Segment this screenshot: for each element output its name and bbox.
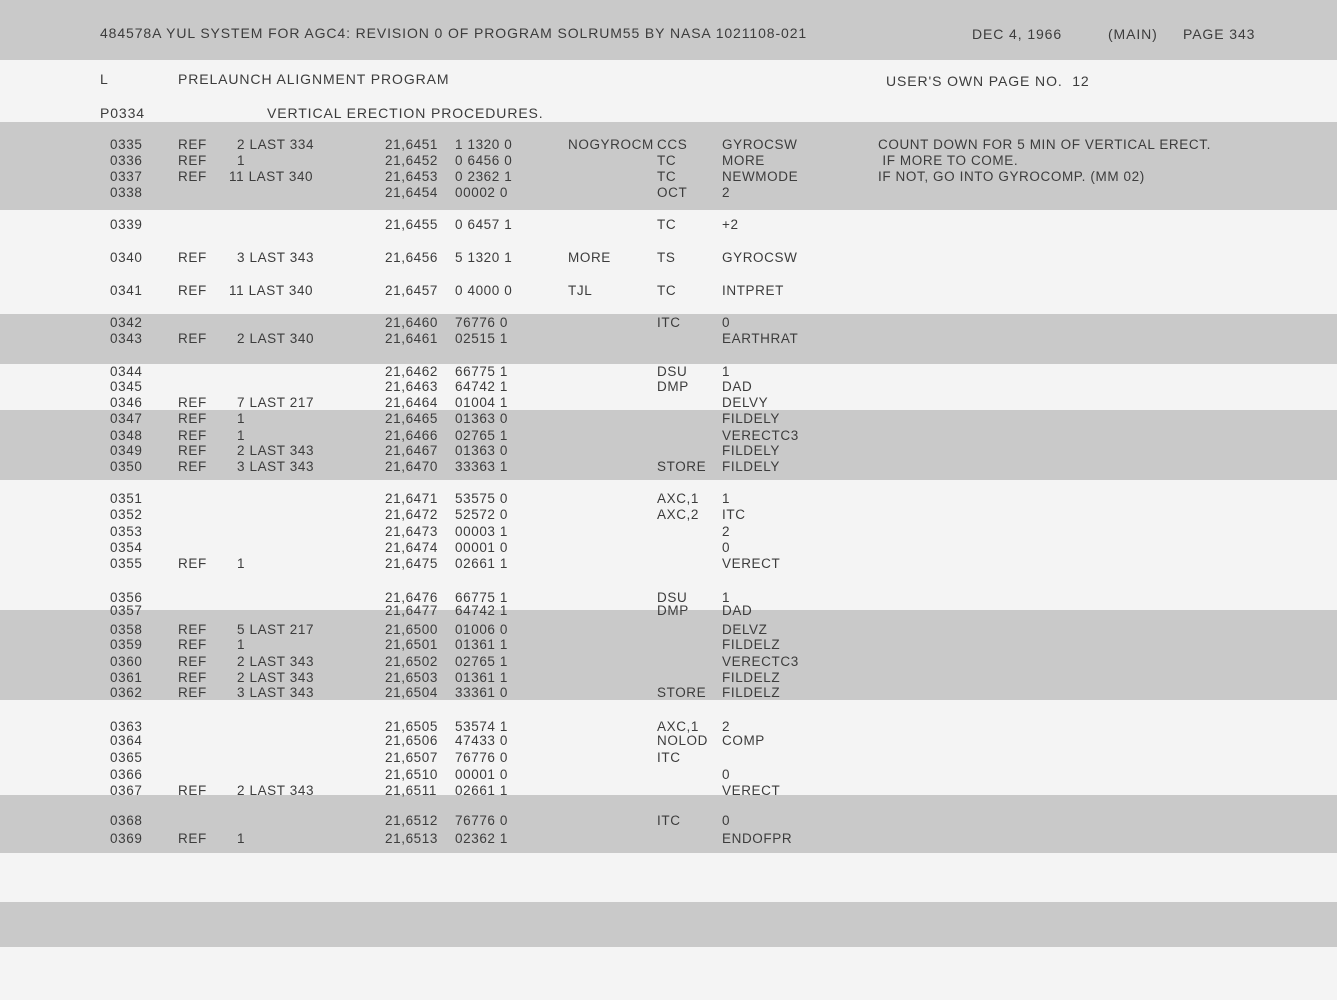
ref-count: 2 LAST 343 bbox=[237, 654, 315, 669]
page-heading: VERTICAL ERECTION PROCEDURES. bbox=[267, 105, 544, 121]
operand: 1 bbox=[722, 590, 731, 605]
comment: COUNT DOWN FOR 5 MIN OF VERTICAL ERECT. bbox=[878, 137, 1211, 152]
ref-tag: REF bbox=[178, 250, 207, 265]
line-number: 0362 bbox=[110, 685, 143, 700]
opcode: ITC bbox=[657, 315, 681, 330]
line-number: 0363 bbox=[110, 719, 143, 734]
octal-word: 0 2362 1 bbox=[455, 169, 513, 184]
line-number: 0341 bbox=[110, 283, 143, 298]
octal-word: 01361 1 bbox=[455, 670, 508, 685]
listing-date: DEC 4, 1966 bbox=[972, 26, 1063, 42]
operand: FILDELZ bbox=[722, 685, 781, 700]
opcode: AXC,2 bbox=[657, 507, 700, 522]
ref-count: 5 LAST 217 bbox=[237, 622, 315, 637]
operand: 0 bbox=[722, 813, 731, 828]
octal-word: 1 1320 0 bbox=[455, 137, 513, 152]
address: 21,6455 bbox=[385, 217, 438, 232]
ref-tag: REF bbox=[178, 637, 207, 652]
line-number: 0358 bbox=[110, 622, 143, 637]
operand: 0 bbox=[722, 540, 731, 555]
opcode: TC bbox=[657, 153, 677, 168]
operand: DELVY bbox=[722, 395, 769, 410]
ref-count: 7 LAST 217 bbox=[237, 395, 315, 410]
address: 21,6511 bbox=[385, 783, 437, 798]
ref-tag: REF bbox=[178, 685, 207, 700]
opcode: DSU bbox=[657, 364, 688, 379]
line-number: 0361 bbox=[110, 670, 143, 685]
octal-word: 33363 1 bbox=[455, 459, 508, 474]
opcode: DMP bbox=[657, 603, 689, 618]
address: 21,6502 bbox=[385, 654, 438, 669]
octal-word: 01006 0 bbox=[455, 622, 508, 637]
octal-word: 64742 1 bbox=[455, 603, 508, 618]
line-number: 0347 bbox=[110, 411, 143, 426]
line-number: 0344 bbox=[110, 364, 143, 379]
ref-tag: REF bbox=[178, 283, 207, 298]
operand: FILDELZ bbox=[722, 670, 781, 685]
listing-section: (MAIN) bbox=[1108, 26, 1158, 42]
operand: VERECT bbox=[722, 783, 781, 798]
log-section-title: PRELAUNCH ALIGNMENT PROGRAM bbox=[178, 71, 450, 87]
ref-tag: REF bbox=[178, 153, 207, 168]
operand: EARTHRAT bbox=[722, 331, 799, 346]
operand: 0 bbox=[722, 315, 731, 330]
comment: IF NOT, GO INTO GYROCOMP. (MM 02) bbox=[878, 169, 1145, 184]
line-number: 0346 bbox=[110, 395, 143, 410]
line-number: 0350 bbox=[110, 459, 143, 474]
ref-count: 3 LAST 343 bbox=[237, 685, 315, 700]
octal-word: 64742 1 bbox=[455, 379, 508, 394]
ref-tag: REF bbox=[178, 622, 207, 637]
address: 21,6466 bbox=[385, 428, 438, 443]
line-number: 0338 bbox=[110, 185, 143, 200]
opcode: DSU bbox=[657, 590, 688, 605]
octal-word: 00003 1 bbox=[455, 524, 508, 539]
line-number: 0355 bbox=[110, 556, 143, 571]
ref-count: 1 bbox=[237, 411, 246, 426]
listing-page-number: PAGE 343 bbox=[1183, 26, 1256, 42]
ref-count: 2 LAST 340 bbox=[237, 331, 315, 346]
line-number: 0343 bbox=[110, 331, 143, 346]
octal-word: 0 4000 0 bbox=[455, 283, 513, 298]
octal-word: 0 6456 0 bbox=[455, 153, 513, 168]
users-own-page: USER'S OWN PAGE NO. 12 bbox=[886, 73, 1090, 89]
opcode: ITC bbox=[657, 750, 681, 765]
octal-word: 0 6457 1 bbox=[455, 217, 513, 232]
address: 21,6503 bbox=[385, 670, 438, 685]
ref-count: 11 LAST 340 bbox=[229, 283, 314, 298]
ref-tag: REF bbox=[178, 137, 207, 152]
address: 21,6513 bbox=[385, 831, 438, 846]
operand: 1 bbox=[722, 491, 731, 506]
line-number: 0356 bbox=[110, 590, 143, 605]
address: 21,6512 bbox=[385, 813, 438, 828]
octal-word: 00001 0 bbox=[455, 767, 508, 782]
line-number: 0354 bbox=[110, 540, 143, 555]
octal-word: 02661 1 bbox=[455, 556, 508, 571]
octal-word: 76776 0 bbox=[455, 750, 508, 765]
operand: DELVZ bbox=[722, 622, 768, 637]
address: 21,6467 bbox=[385, 443, 438, 458]
line-number: 0368 bbox=[110, 813, 143, 828]
ref-tag: REF bbox=[178, 169, 207, 184]
octal-word: 66775 1 bbox=[455, 364, 508, 379]
line-number: 0342 bbox=[110, 315, 143, 330]
ref-tag: REF bbox=[178, 331, 207, 346]
opcode: NOLOD bbox=[657, 733, 709, 748]
ref-count: 3 LAST 343 bbox=[237, 250, 315, 265]
address: 21,6507 bbox=[385, 750, 438, 765]
octal-word: 02661 1 bbox=[455, 783, 508, 798]
opcode: TC bbox=[657, 169, 677, 184]
line-number: 0337 bbox=[110, 169, 143, 184]
line-number: 0359 bbox=[110, 637, 143, 652]
line-number: 0353 bbox=[110, 524, 143, 539]
line-number: 0336 bbox=[110, 153, 143, 168]
octal-word: 02362 1 bbox=[455, 831, 508, 846]
octal-word: 66775 1 bbox=[455, 590, 508, 605]
address: 21,6463 bbox=[385, 379, 438, 394]
operand: 1 bbox=[722, 364, 731, 379]
ref-count: 2 LAST 334 bbox=[237, 137, 315, 152]
opcode: DMP bbox=[657, 379, 689, 394]
address: 21,6500 bbox=[385, 622, 438, 637]
octal-word: 01363 0 bbox=[455, 411, 508, 426]
operand: 0 bbox=[722, 767, 731, 782]
address: 21,6462 bbox=[385, 364, 438, 379]
opcode: TC bbox=[657, 283, 677, 298]
ref-tag: REF bbox=[178, 670, 207, 685]
line-number: 0348 bbox=[110, 428, 143, 443]
operand: DAD bbox=[722, 603, 753, 618]
address: 21,6476 bbox=[385, 590, 438, 605]
address: 21,6451 bbox=[385, 137, 438, 152]
address: 21,6465 bbox=[385, 411, 438, 426]
opcode: AXC,1 bbox=[657, 719, 700, 734]
address: 21,6477 bbox=[385, 603, 438, 618]
line-number: 0335 bbox=[110, 137, 143, 152]
page-line-number: P0334 bbox=[100, 105, 145, 121]
octal-word: 53574 1 bbox=[455, 719, 508, 734]
opcode: STORE bbox=[657, 459, 707, 474]
address: 21,6470 bbox=[385, 459, 438, 474]
ref-tag: REF bbox=[178, 783, 207, 798]
octal-word: 00002 0 bbox=[455, 185, 508, 200]
ref-tag: REF bbox=[178, 459, 207, 474]
label: NOGYROCM bbox=[568, 137, 654, 152]
address: 21,6505 bbox=[385, 719, 438, 734]
ref-count: 11 LAST 340 bbox=[229, 169, 314, 184]
operand: FILDELZ bbox=[722, 637, 781, 652]
octal-word: 01363 0 bbox=[455, 443, 508, 458]
paper-stripe bbox=[0, 902, 1337, 947]
octal-word: 02765 1 bbox=[455, 654, 508, 669]
ref-tag: REF bbox=[178, 411, 207, 426]
octal-word: 01004 1 bbox=[455, 395, 508, 410]
opcode: OCT bbox=[657, 185, 688, 200]
octal-word: 33361 0 bbox=[455, 685, 508, 700]
octal-word: 76776 0 bbox=[455, 813, 508, 828]
ref-count: 1 bbox=[237, 428, 246, 443]
address: 21,6464 bbox=[385, 395, 438, 410]
operand: VERECTC3 bbox=[722, 654, 799, 669]
ref-count: 2 LAST 343 bbox=[237, 670, 315, 685]
ref-tag: REF bbox=[178, 831, 207, 846]
label: TJL bbox=[568, 283, 593, 298]
opcode: AXC,1 bbox=[657, 491, 700, 506]
ref-tag: REF bbox=[178, 654, 207, 669]
address: 21,6454 bbox=[385, 185, 438, 200]
octal-word: 02515 1 bbox=[455, 331, 508, 346]
line-number: 0349 bbox=[110, 443, 143, 458]
address: 21,6473 bbox=[385, 524, 438, 539]
ref-count: 1 bbox=[237, 831, 246, 846]
octal-word: 02765 1 bbox=[455, 428, 508, 443]
label: MORE bbox=[568, 250, 611, 265]
operand: DAD bbox=[722, 379, 753, 394]
operand: VERECT bbox=[722, 556, 781, 571]
operand: VERECTC3 bbox=[722, 428, 799, 443]
operand: +2 bbox=[722, 217, 739, 232]
comment: IF MORE TO COME. bbox=[878, 153, 1019, 168]
operand: FILDELY bbox=[722, 459, 780, 474]
operand: INTPRET bbox=[722, 283, 784, 298]
octal-word: 52572 0 bbox=[455, 507, 508, 522]
line-number: 0366 bbox=[110, 767, 143, 782]
address: 21,6460 bbox=[385, 315, 438, 330]
address: 21,6510 bbox=[385, 767, 438, 782]
ref-count: 3 LAST 343 bbox=[237, 459, 315, 474]
line-number: 0351 bbox=[110, 491, 143, 506]
octal-word: 00001 0 bbox=[455, 540, 508, 555]
operand: GYROCSW bbox=[722, 137, 798, 152]
line-number: 0364 bbox=[110, 733, 143, 748]
octal-word: 53575 0 bbox=[455, 491, 508, 506]
line-number: 0367 bbox=[110, 783, 143, 798]
log-letter: L bbox=[100, 71, 109, 87]
octal-word: 47433 0 bbox=[455, 733, 508, 748]
ref-tag: REF bbox=[178, 443, 207, 458]
opcode: TS bbox=[657, 250, 676, 265]
ref-tag: REF bbox=[178, 556, 207, 571]
ref-tag: REF bbox=[178, 395, 207, 410]
opcode: CCS bbox=[657, 137, 688, 152]
ref-tag: REF bbox=[178, 428, 207, 443]
line-number: 0352 bbox=[110, 507, 143, 522]
operand: FILDELY bbox=[722, 443, 780, 458]
line-number: 0369 bbox=[110, 831, 143, 846]
line-number: 0340 bbox=[110, 250, 143, 265]
operand: MORE bbox=[722, 153, 765, 168]
operand: GYROCSW bbox=[722, 250, 798, 265]
operand: ITC bbox=[722, 507, 746, 522]
operand: 2 bbox=[722, 185, 731, 200]
ref-count: 1 bbox=[237, 153, 246, 168]
opcode: STORE bbox=[657, 685, 707, 700]
opcode: TC bbox=[657, 217, 677, 232]
operand: FILDELY bbox=[722, 411, 780, 426]
address: 21,6504 bbox=[385, 685, 438, 700]
address: 21,6471 bbox=[385, 491, 438, 506]
octal-word: 5 1320 1 bbox=[455, 250, 513, 265]
ref-count: 1 bbox=[237, 556, 246, 571]
operand: COMP bbox=[722, 733, 765, 748]
address: 21,6472 bbox=[385, 507, 438, 522]
listing-title: 484578A YUL SYSTEM FOR AGC4: REVISION 0 OF PROGRAM SOLRUM55 BY NASA 1021108-021 bbox=[100, 25, 808, 41]
line-number: 0339 bbox=[110, 217, 143, 232]
line-number: 0357 bbox=[110, 603, 143, 618]
ref-count: 1 bbox=[237, 637, 246, 652]
line-number: 0345 bbox=[110, 379, 143, 394]
address: 21,6452 bbox=[385, 153, 438, 168]
line-number: 0360 bbox=[110, 654, 143, 669]
operand: 2 bbox=[722, 524, 731, 539]
address: 21,6501 bbox=[385, 637, 438, 652]
opcode: ITC bbox=[657, 813, 681, 828]
ref-count: 2 LAST 343 bbox=[237, 443, 315, 458]
octal-word: 76776 0 bbox=[455, 315, 508, 330]
address: 21,6474 bbox=[385, 540, 438, 555]
line-number: 0365 bbox=[110, 750, 143, 765]
address: 21,6475 bbox=[385, 556, 438, 571]
address: 21,6461 bbox=[385, 331, 438, 346]
address: 21,6453 bbox=[385, 169, 438, 184]
address: 21,6506 bbox=[385, 733, 438, 748]
operand: ENDOFPR bbox=[722, 831, 793, 846]
address: 21,6457 bbox=[385, 283, 438, 298]
ref-count: 2 LAST 343 bbox=[237, 783, 315, 798]
address: 21,6456 bbox=[385, 250, 438, 265]
octal-word: 01361 1 bbox=[455, 637, 508, 652]
operand: NEWMODE bbox=[722, 169, 799, 184]
operand: 2 bbox=[722, 719, 731, 734]
